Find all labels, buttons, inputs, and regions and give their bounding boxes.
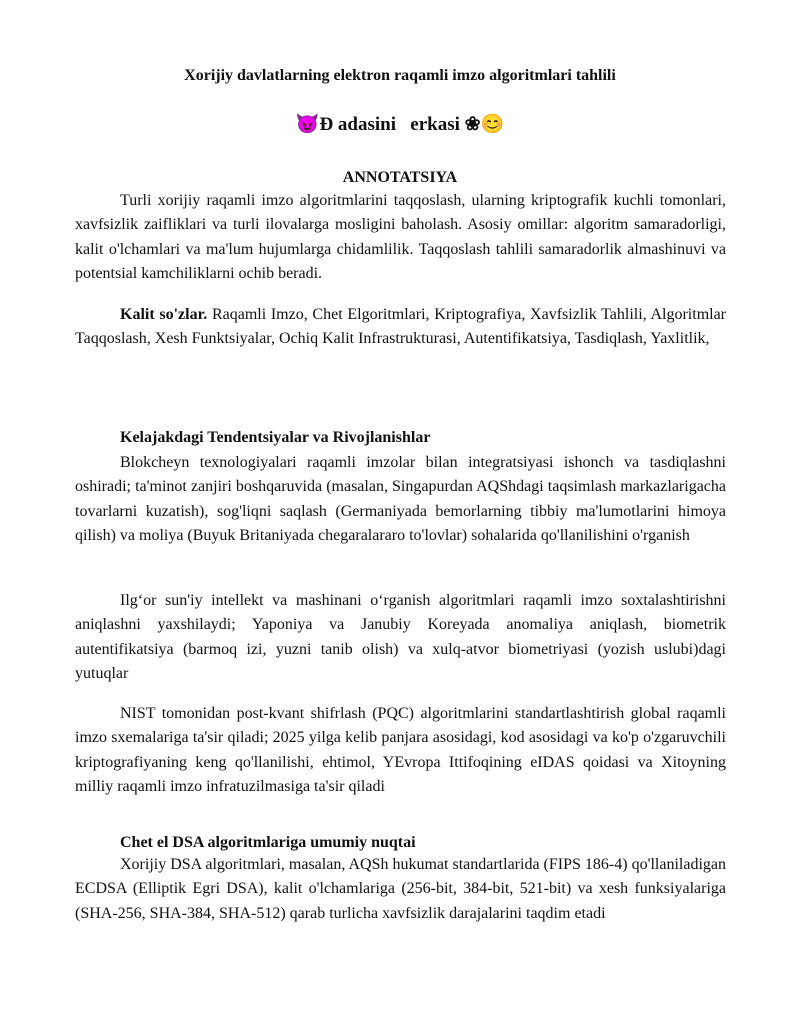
abstract-paragraph: Turli xorijiy raqamli imzo algoritmlarini taqqoslash, ularning kriptografik kuchli tomonlari, xavfsizlik zaifliklari va turli ilovalarga mosligini baholash. Asosiy omillar: algoritm samaradorligi, kalit o'lchamlari va ma'lum hujumlarga chidamlilik. Taqqoslash tahlili samaradorlik almashinuvi va potentsial kamchiliklarni ochib beradi. (75, 192, 726, 283)
author-line: 😈Ð adasini erkasi ❀😊 (295, 114, 505, 135)
keywords-text: Raqamli Imzo, Chet Elgoritmlari, Kriptografiya, Xavfsizlik Tahlili, Algoritmlar Taqqoslash, Xesh Funktsiyalar, Ochiq Kalit Infrastrukturasi, Autentifikatsiya, Tasdiqlash, Yaxlitlik, (75, 306, 727, 348)
section1-paragraph: Ilg‘or sun'iy intellekt va mashinani o‘rganish algoritmlari raqamli imzo soxtalashtirishni aniqlashni yaxshilaydi; Yaponiya va Janubiy Koreyada anomaliya aniqlash, biometrik autentifikatsiya (barmoq izi, yuzni tanib olish) va xulq-atvor biometriyasi (yozish uslubi)dagi yutuqlar (75, 592, 726, 683)
section1-paragraph: Blokcheyn texnologiyalari raqamli imzolar bilan integratsiyasi ishonch va tasdiqlashni oshiradi; ta'minot zanjiri boshqaruvida (masalan, Singapurdan AQShdagi taqsimlash markazlarigacha tovarlarni kuzatish), sog'liqni saqlash (Germaniyada bemorlarning tibbiy ma'lumotlarini himoya qilish) va moliya (Buyuk Britaniyada chegaralararo to'lovlar) sohalarida qo'llanilishini o'rganish (75, 454, 726, 545)
keywords-paragraph (75, 303, 726, 352)
keywords-label: Kalit so'zlar. (120, 306, 208, 323)
abstract-heading: ANNOTATSIYA (342, 169, 458, 186)
section-heading-dsa-overview: Chet el DSA algoritmlariga umumiy nuqtai (120, 834, 416, 851)
section-heading-future-trends: Kelajakdagi Tendentsiyalar va Rivojlanishlar (120, 429, 431, 446)
section1-paragraph: NIST tomonidan post-kvant shifrlash (PQC) algoritmlarini standartlashtirish global raqamli imzo sxemalariga ta'sir qiladi; 2025 yilga kelib panjara asosidagi, kod asosidagi va ko'p o'zgaruvchili kriptografiyaning keng qo'llanilishi, ehtimol, YEvropa Ittifoqining eIDAS qoidasi va Xitoyning milliy raqamli imzo infratuzilmasiga ta'sir qiladi (75, 705, 726, 796)
document-title: Xorijiy davlatlarning elektron raqamli imzo algoritmlari tahlili (184, 67, 616, 84)
section2-paragraph: Xorijiy DSA algoritmlari, masalan, AQSh hukumat standartlarida (FIPS 186-4) qo'llaniladigan ECDSA (Elliptik Egri DSA), kalit o'lchamlariga (256-bit, 384-bit, 521-bit) va xesh funksiyalariga (SHA-256, SHA-384, SHA-512) qarab turlicha xavfsizlik darajalarini taqdim etadi (75, 856, 726, 922)
